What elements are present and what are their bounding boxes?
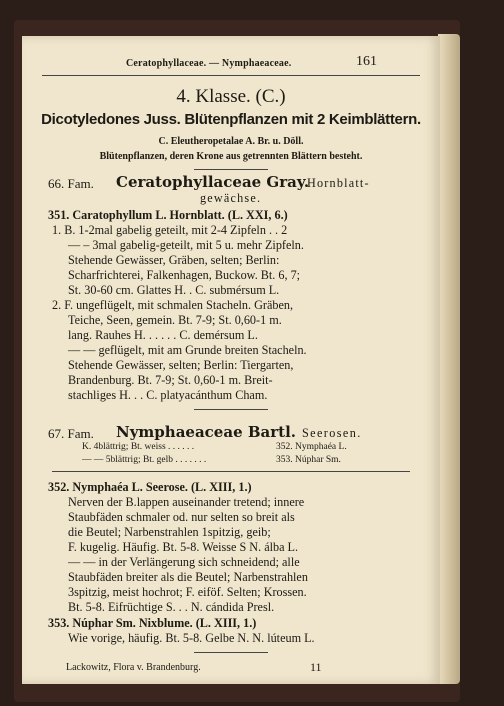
class-heading: 4. Klasse. (C.) [176, 86, 286, 107]
text-line: Stehende Gewässer, Gräben, selten; Berlin: [68, 253, 280, 267]
footer-sheet-number: 11 [310, 660, 322, 674]
text-line: stachliges H. . . C. platyacánthum Cham. [68, 388, 268, 402]
genus-heading: 352. Nymphaéa L. Seerose. (L. XIII, 1.) [48, 480, 252, 494]
text-line: Wie vorige, häufig. Bt. 5-8. Gelbe N. N. lúteum L. [68, 631, 315, 645]
text-line: 3spitzig, meist hochrot; F. eiföf. Selten; Krossen. [68, 585, 307, 599]
text-line: 1. B. 1-2mal gabelig geteilt, mit 2-4 Zipfeln . . 2 [52, 223, 288, 237]
footer-imprint: Lackowitz, Flora v. Brandenburg. [66, 662, 201, 673]
header-rule [42, 75, 420, 76]
text-line: 2. F. ungeflügelt, mit schmalen Stacheln. Gräben, [52, 298, 294, 312]
text-line: Stehende Gewässer, selten; Berlin: Tiergarten, [68, 358, 294, 372]
text-line: — — in der Verlängerung sich schneidend; alle [68, 555, 300, 569]
subclass-title: Dicotyledones Juss. Blütenpflanzen mit 2 Keimblättern. [41, 111, 421, 128]
section-rule [194, 169, 268, 170]
section-rule [194, 409, 268, 410]
text-line: — — geflügelt, mit am Grunde breiten Stacheln. [68, 343, 307, 357]
page-edges [438, 34, 460, 684]
text-line: Teiche, Seen, gemein. Bt. 7-9; St. 0,60-1 m. [68, 313, 282, 327]
page-number: 161 [356, 54, 377, 69]
text-line: Staubfäden breiter als die Beutel; Narbenstrahlen [68, 570, 308, 584]
key-left: K. 4blättrig; Bt. weiss . . . . . . [82, 442, 195, 452]
text-line: — – 3mal gabelig-geteilt, mit 5 u. mehr Zipfeln. [68, 238, 304, 252]
family-name: Nymphaeaceae Bartl. [116, 423, 296, 441]
key-left: — — 5blättrig; Bt. gelb . . . . . . . [82, 455, 207, 465]
family-number: 67. Fam. [48, 426, 94, 441]
text-line: Scharfrichterei, Falkenhagen, Buckow. Bt. 6, 7; [68, 268, 301, 282]
family-common-name: Hornblatt- [307, 176, 370, 190]
book-page [22, 36, 440, 684]
key-right: 352. Nymphaéa L. [276, 442, 347, 452]
running-header: Ceratophyllaceae. — Nymphaeaceae. [126, 58, 292, 69]
section-rule [194, 652, 268, 653]
text-line: St. 30-60 cm. Glattes H. . C. submérsum L. [68, 283, 280, 297]
genus-heading: 353. Núphar Sm. Nixblume. (L. XIII, 1.) [48, 616, 257, 630]
text-line: Nerven der B.lappen auseinander tretend; innere [68, 495, 305, 509]
genus-heading: 351. Caratophyllum L. Hornblatt. (L. XXI, 6.) [48, 208, 288, 222]
text-line: Bt. 5-8. Eifrüchtige S. . . N. cándida Presl. [68, 600, 275, 614]
text-line: die Beutel; Narbenstrahlen 1spitzig, geib; [68, 525, 271, 539]
key-right: 353. Núphar Sm. [276, 455, 341, 465]
section-rule [52, 471, 410, 472]
subclass-subtitle: C. Eleutheropetalae A. Br. u. Döll. [158, 136, 304, 147]
text-line: Staubfäden schmaler od. nur selten so breit als [68, 510, 295, 524]
family-name: Ceratophyllaceae Gray. [116, 173, 310, 191]
text-line: F. kugelig. Häufig. Bt. 5-8. Weisse S N. álba L. [68, 540, 299, 554]
family-number: 66. Fam. [48, 176, 94, 191]
text-line: Brandenburg. Bt. 7-9; St. 0,60-1 m. Breit- [68, 373, 273, 387]
subclass-description: Blütenpflanzen, deren Krone aus getrennten Blättern besteht. [99, 151, 363, 162]
family-common-name: Seerosen. [302, 426, 362, 440]
text-line: lang. Rauhes H. . . . . . C. demérsum L. [68, 328, 258, 342]
family-common-name-cont: gewächse. [200, 191, 262, 205]
